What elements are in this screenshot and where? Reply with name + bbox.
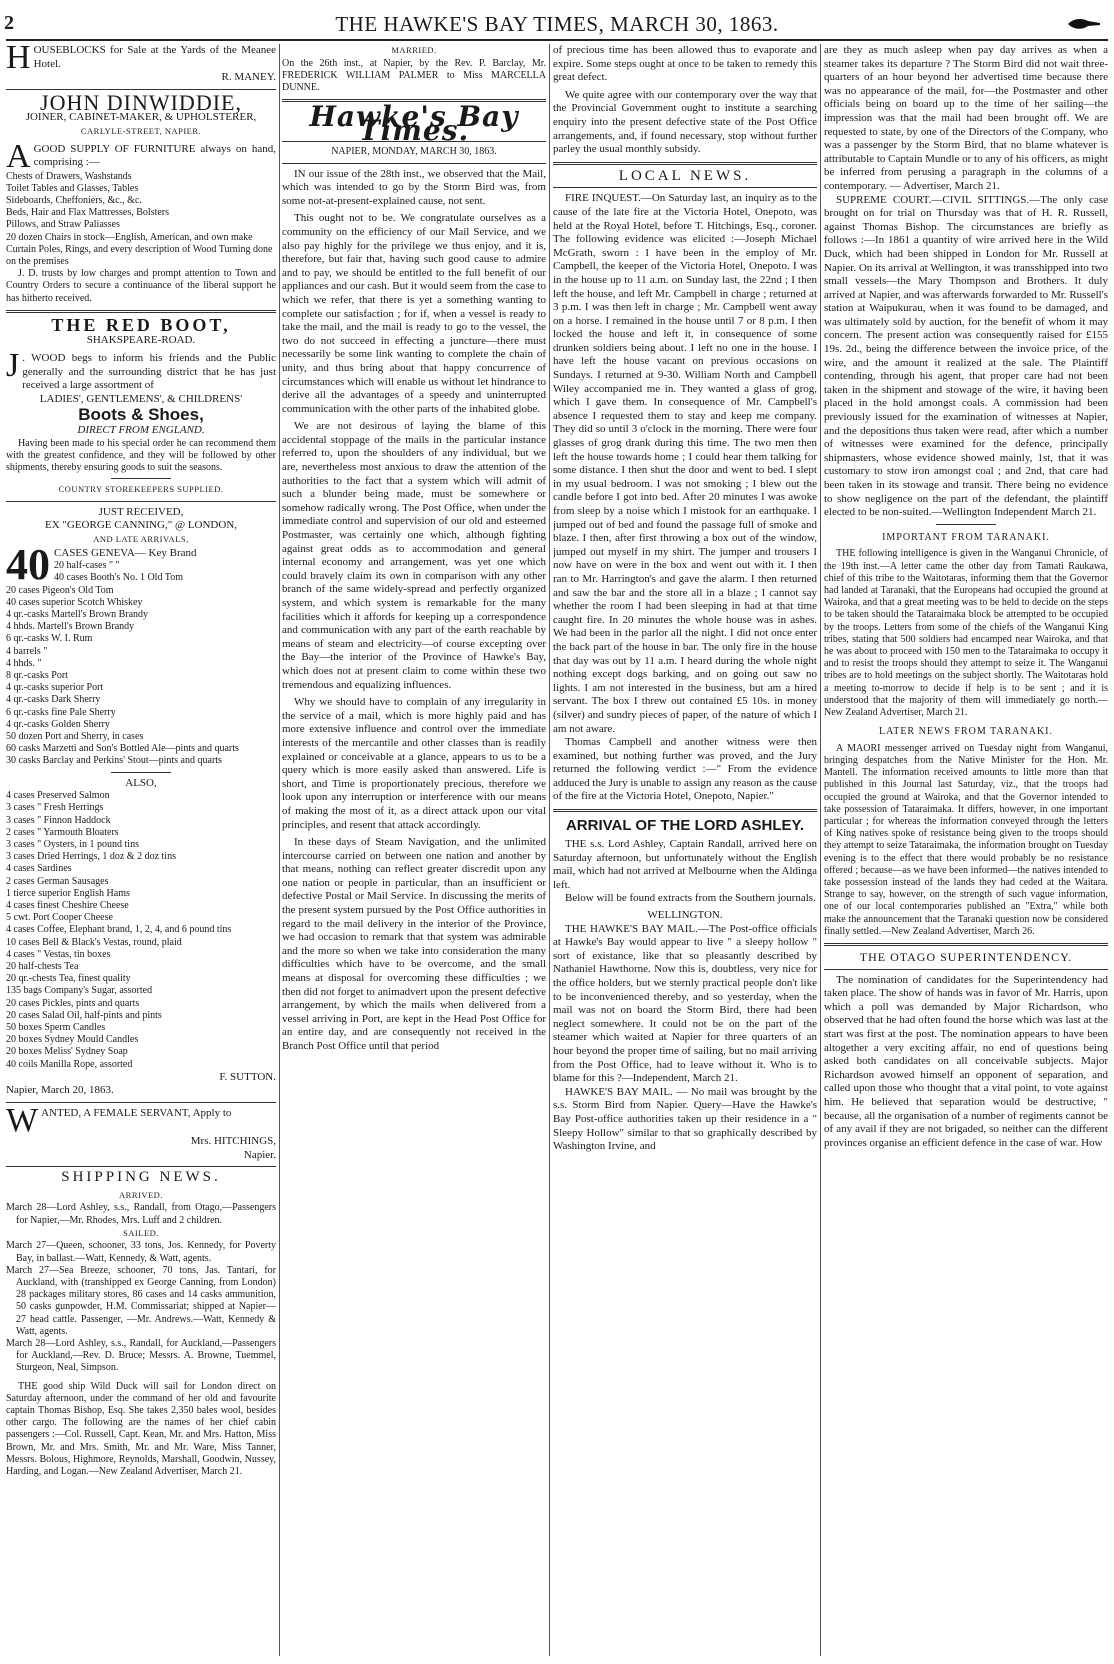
list-item: 4 qr.-casks Martell's Brown Brandy — [6, 608, 149, 620]
article-paragraph: THE s.s. Lord Ashley, Captain Randall, arrived here on Saturday afternoon, but unfortunately without the English mail, which had not arrived at Melbourne when the Aldinga left. — [553, 838, 817, 891]
ad-heading: AND LATE ARRIVALS, — [93, 533, 189, 544]
list-item: 40 cases Booth's No. 1 Old Tom — [54, 572, 183, 584]
ad-signature: F. SUTTON. — [219, 1070, 276, 1083]
article-paragraph: Thomas Campbell and another witness were then examined, but nothing further was proved, and the Jury returned the following verdict :—" From the evidence adduced the Jury is unable to assign any reason as the cause of the fire at the Victoria Hotel, Onepoto, Napier." — [553, 736, 817, 803]
ad-line: DIRECT FROM ENGLAND. — [77, 423, 205, 436]
list-item: 2 cases German Sausages — [6, 875, 109, 887]
list-item: Pillows, and Straw Paliasses — [6, 219, 120, 231]
article-paragraph: are they as much asleep when pay day arrives as when a steamer takes its departure ? The Storm Bird did not wait three-quarters of an hour beyond her advertised time because there was no appearance of the mail, for—the Postmaster and other officials being on board up to the time of her sailing—the impression was that the mail had been brought off. We are requested to state, by one of the Directors of the Company, who was a passenger by the Storm Bird, that no blame whatever is attributable to Captain Mundle or to any of his officers, as might be inferred from perusing a paragraph in the columns of a contemporary. — Advertiser, March 21. — [824, 44, 1108, 192]
wanted-ad — [6, 1102, 276, 1162]
list-item: 20 half-chests Tea — [6, 961, 79, 973]
article-paragraph: FIRE INQUEST.—On Saturday last, an inquiry as to the cause of the late fire at the Victoria Hotel, Onepoto, was held at the Royal Hotel, before T. Hitchings, Esq., coroner. The following evidence was elicited :—Joseph Michael McGrath, sworn : I have been in the employ of Mr. Campbell, the keeper of the Victoria Hotel, Onepoto. I was in the house up to 11 a.m. on Sunday last, the 22nd ; I then left the house, and left Mr. Campbell in charge ; returned at 3 p.m. I was then left in charge ; Mr. Campbell went away on a horse. I remained in the house until 7 or 8 p.m. I then locked the house and left it, in consequence of some drunken soldiers being about. I left no one in the house. I have left the house vacant on previous occasions on Sundays. I returned at 9-30. William North and Campbell Wiley accompanied me in. They wanted a glass of grog, which I gave them. In consequence of Mr. Campbell's absence I requested them to stay and keep me company. They did so until 3 o'clock in the morning. There were four glasses of grog drank during this time. The two men then left the house towards home ; I could hear them talking for some distance. I then shut the door and went to bed. I slept in my usual bedroom. I was not smoking ; I blew out the candle before I got into bed. After 20 minutes I was awoke from sleep by a noise which I mistook for an earthquake. I jumped out of bed and found the passage full of smoke and blaze. I then, after first throwing a box out of the window, jumped out myself in my shirt. The jumper and trousers I now have on were in the box and went out with it. I then ran to Mr. Harrington's and gave the alarm. I then returned and saw the bar and the store all in a blaze ; I cannot say whether the room I had been sleeping in had at that time caught fire. In 20 minutes the whole house was in ashes. We had been in the parlor all the night. I did not once enter the back part of the house in bar. The only fire in the house that day was out by 11 a.m. I heard during the whole night nothing except dogs barking, and on going out saw no lights. I am not interested in the business, but am a hired servant. The box I threw out contained £5 10s. in money (silver) and sundry pieces of paper, of the nature of which I am not aware. — [553, 192, 817, 735]
list-item: 40 cases superior Scotch Whiskey — [6, 596, 143, 608]
list-item: 40 coils Manilla Rope, assorted — [6, 1058, 133, 1070]
section-label: MARRIED. — [391, 45, 437, 55]
list-item: 135 bags Company's Sugar, assorted — [6, 985, 153, 997]
red-boot-ad — [6, 314, 276, 497]
list-item: 20 cases Salad Oil, half-pints and pints — [6, 1009, 162, 1021]
article-paragraph: This ought not to be. We congratulate ourselves as a community on the efficiency of our Mail Service, and we also pay highly for the privilege we thus enjoy, and it is, therefore, but fair that, having such good cause to admire and to pay, we should be entitled to the full benefit of our appliances and our cash. But it would seem from the case to which we refer, that there is yet a something wanting to complete our satisfaction ; for if, when a vessel is ready to take the mail, and the mail is ready to go to the vessel, the two do not succeed in effecting a juncture—there must necessarily be some link wanting to complete the chain of unity, and thus bring about that happy concurrence of circumstances which will enable us without let hindrance to derive all the advantages of a speedy and uninterrupted communication with the other parts of the inhabited globe. — [282, 212, 546, 415]
list-item: 6 qr.-casks fine Pale Sherry — [6, 706, 116, 718]
article-paragraph: The nomination of candidates for the Superintendency had taken place. The show of hands was in favor of Mr. Harris, upon which a poll was demanded by Major Richardson, who observed that he had often found the horse which was last at the start was first at the post. The nomination appears to have been altogether a very exciting affair, no end of questions being asked both candidates on all conceivable subjects. Major Richardson avowed himself an opponent of separation, and called upon those who thought that a vital point, to vote against him. He believed that separation would be destructive, " because, all the organisation of a number of regiments cannot be of any avail if they are not brigaded, so neither can the different provinces organise an efficient defence in the case of war. How — [824, 973, 1108, 1149]
list-item: 3 cases Dried Herrings, 1 doz & 2 doz tins — [6, 851, 176, 863]
paper-title: Hawke's Bay Times. — [309, 100, 519, 147]
ad-heading: THE RED BOOT, — [51, 314, 231, 335]
article-paragraph: Why we should have to complain of any irregularity in the service of a mail, which is more highly paid and has more extensive influence and control over the immediate interests of the mercantile and other classes than is readily explained or conceivable at a glance, appears to us to be a query which is more easily asked than answered. Life is short, and Time is proportionately precious, therefore we look upon any interruption or interference with our means of making the most of it, as a direct attack upon our vital principles, and resent that attack accordingly. — [282, 696, 546, 831]
list-item: Sideboards, Cheffoniers, &c., &c. — [6, 194, 142, 206]
list-item: 3 cases " Fresh Herrings — [6, 802, 104, 814]
list-item: 4 qr.-casks Golden Sherry — [6, 718, 110, 730]
list-item: 50 boxes Sperm Candles — [6, 1022, 106, 1034]
list-item: 3 cases " Oysters, in 1 pound tins — [6, 838, 139, 850]
ad-text: J. D. trusts by low charges and prompt attention to Town and Country Orders to secure a continuance of the liberal support he has hitherto received. — [6, 268, 276, 304]
list-item: 4 qr.-casks Dark Sherry — [6, 694, 101, 706]
ad-heading: Boots & Shoes, — [78, 405, 204, 425]
list-item: Chests of Drawers, Washstands — [6, 170, 132, 182]
ad-text: . WOOD begs to inform his friends and the Public generally and the surrounding district that he has just received a large assortment of — [22, 351, 276, 392]
masthead-rule — [6, 39, 1108, 41]
ad-subheading: JOINER, CABINET-MAKER, & UPHOLSTERER, — [25, 111, 257, 124]
shipping-news — [6, 1171, 276, 1374]
section-title: IMPORTANT FROM TARANAKI. — [882, 531, 1050, 543]
ad-signature: Mrs. HITCHINGS, — [190, 1135, 276, 1148]
list-item: 20 cases Pickles, pints and quarts — [6, 997, 140, 1009]
ad-date: Napier, March 20, 1863. — [6, 1084, 114, 1097]
ad-heading: JUST RECEIVED, — [98, 505, 184, 518]
notice-text: On the 26th inst., at Napier, by the Rev. P. Barclay, Mr. FREDERICK WILLIAM PALMER to Miss MARCELLA DUNNE. — [282, 57, 546, 93]
article-paragraph: IN our issue of the 28th inst., we observed that the Mail, which was intended to go by the Storm Bird was, from some not-at-present-explained cause, not sent. — [282, 167, 546, 207]
section-label: SAILED. — [123, 1227, 159, 1238]
list-item: 4 qr.-casks superior Port — [6, 682, 104, 694]
list-item: 4 hhds. " — [6, 657, 42, 669]
list-item: CASES GENEVA— Key Brand — [54, 546, 197, 559]
drop-cap: H — [6, 44, 31, 76]
list-item: 4 cases Preserved Salmon — [6, 790, 110, 802]
article-paragraph: Below will be found extracts from the Southern journals. — [565, 892, 816, 905]
shipping-entry: March 27—Queen, schooner, 33 tons, Jos. Kennedy, for Poverty Bay, in ballast.—Watt, Kennedy, & Watt, agents. — [6, 1240, 276, 1264]
list-item: 6 qr.-casks W. I. Rum — [6, 633, 93, 645]
list-item: 8 qr.-casks Port — [6, 669, 68, 681]
column-divider — [549, 44, 550, 1656]
ad-footer: COUNTRY STOREKEEPERS SUPPLIED. — [58, 484, 224, 495]
list-item: 3 cases " Finnon Haddock — [6, 814, 111, 826]
ad-text: GOOD SUPPLY OF FURNITURE always on hand, comprising :— — [33, 142, 276, 169]
list-item: 20 dozen Chairs in stock—English, American, and own make — [6, 231, 253, 243]
shipping-entry: March 28—Lord Ashley, s.s., Randall, for Auckland,—Passengers for Auckland,—Rev. D. Bruce; Messrs. A. Browne, Tuemmel, Sturgeon, Neal, Simpson. — [6, 1338, 276, 1374]
list-item: 2 cases " Yarmouth Bloaters — [6, 826, 119, 838]
list-item: 4 barrels " — [6, 645, 48, 657]
ad-signature: R. MANEY. — [221, 71, 276, 84]
list-item: 4 cases finest Cheshire Cheese — [6, 900, 129, 911]
dinwiddie-ad — [6, 89, 276, 305]
drop-cap: W — [6, 1102, 39, 1140]
ad-line: LADIES', GENTLEMENS', & CHILDRENS' — [39, 392, 243, 405]
list-item: 20 qr.-chests Tea, finest quality — [6, 973, 131, 985]
masthead — [0, 12, 1114, 36]
drop-cap: A — [6, 137, 31, 175]
article-paragraph: In these days of Steam Navigation, and the unlimited intercourse carried on between one nation and another by that means, nothing can reflect greater discredit upon any one nation or people in particular, than an insufficient or defective Postal or Mail Service. In discussing the merits of the present system pursued by the Post Office authorities in regard to the mail delivery in the interior of the Province, we had occasion to remark that that system was admirable and the more so when we take into consideration the many difficulties which have to be overcome, and the small means at disposal for overcoming these difficulties ; we then did not forget to animadvert upon the present defective arrangement, by which the mails when delivered from a vessel arriving in Port, are kept in the Head Post Office for an entire day, and are consequently not received in the Branch Post Office until that period — [282, 836, 546, 1052]
ad-address: SHAKSPEARE-ROAD. — [86, 334, 196, 347]
article-paragraph: A MAORI messenger arrived on Tuesday night from Wanganui, bringing despatches from the Native Minister for the Hon. Mr. Mantell. The information received amounts to little more than that published in this Journal last Saturday, viz., that the troops had occupied the ground at Wairoka, and that the Governor intended to take possession of Tataraimaka. It differs, however, in one important particular ; for whereas the information conveyed through the letters of King natives spoke of resistance being given to the troops should they attempt to seize Tataraimaka, the information brought on Tuesday evening is to the effect that there would probably be no resistance offered ; because—as we have been informed—the natives intended to take possession instead of the lands they had ceded at the Waitara. Strange to say, however, on the strength of such vague information, one of our local contemporaries published an "Extra," while both make the announcement that the Taranaki question now be considered finally settled.—New Zealand Advertiser, March 26. — [824, 742, 1108, 937]
section-title: LATER NEWS FROM TARANAKI. — [878, 726, 1054, 738]
list-item: 4 hhds. Martell's Brown Brandy — [6, 621, 135, 633]
shipping-entry: March 28—Lord Ashley, s.s., Randall, from Otago,—Passengers for Napier,—Mr. Rhodes, Mrs. Luff and 2 children. — [6, 1202, 276, 1226]
list-item: 20 boxes Sydney Mould Candles — [6, 1034, 139, 1046]
list-item: 4 cases Coffee, Elephant brand, 1, 2, 4, and 6 pound tins — [6, 924, 232, 936]
article-paragraph: We are not desirous of laying the blame of this accidental stoppage of the mails in the particular instance referred to, upon the shoulders of any individual, but we are, nevertheless most anxious to draw the attention of the authorities to the fact that a system which will admit of such a blunder being made, must be somewhere or somehow radically wrong. The Post Office, when under the immediate control and supervision of our old and esteemed Postmaster, was certainly one which, although fighting against great odds as to accommodation and general internal economy and arrangement, was yet one which could bravely claim its own in comparison with any other branch of the same widely-spread and perfectly organized system, and which system is remarkable for the many facilities which it affords for keeping up a correspondence and communication with any part of the earth reachable by means of steam and electricity—of course excepting over the Bay—the interior of the Province of Hawke's Bay, which does not at present claim to come within these two tremendous and equalizing influences. — [282, 420, 546, 691]
list-item: 10 cases Bell & Black's Vestas, round, plaid — [6, 936, 182, 948]
dateline: NAPIER, MONDAY, MARCH 30, 1863. — [331, 146, 497, 158]
houseblocks-ad — [6, 44, 276, 85]
drop-cap: J — [6, 346, 20, 384]
ad-heading: EX "GEORGE CANNING," @ LONDON, — [44, 519, 238, 532]
ad-text: Having been made to his special order he can recommend them with the greatest confidence, and they will be followed by other shipments, thereby ensuring goods to suit the seasons. — [6, 437, 276, 473]
section-title: THE OTAGO SUPERINTENDENCY. — [859, 950, 1073, 965]
drop-number: 40 — [6, 539, 50, 589]
column-divider — [820, 44, 821, 1656]
column-2 — [282, 44, 546, 1656]
list-item: 50 dozen Port and Sherry, in cases — [6, 730, 144, 742]
shipping-entry: March 27—Sea Breeze, schooner, 70 tons, Jas. Tantari, for Auckland, with (transhipped ex George Canning, from London) 28 packages military stores, 86 cases and 14 casks ammunition, 50 casks gunpowder, H.M. Commissariat; shipped at Napier—27 head cattle. Passenger, —Mr. Andrews.—Watt, Kennedy & Watt, agents. — [6, 1264, 276, 1337]
article-paragraph: of precious time has been allowed thus to evaporate and expire. Some steps ought at once to be taken to remedy this great defect. — [553, 44, 817, 84]
list-item: 4 cases Sardines — [6, 863, 72, 875]
ad-text: ANTED, A FEMALE SERVANT, Apply to — [41, 1107, 232, 1120]
list-item: 1 tierce superior English Hams — [6, 887, 130, 899]
section-title: LOCAL NEWS. — [618, 167, 752, 184]
list-item: 4 cases " Vestas, tin boxes — [6, 948, 111, 960]
page-number: 2 — [4, 12, 14, 34]
article-paragraph: THE following intelligence is given in the Wanganui Chronicle, of the 19th inst.—A letter came the other day from Tamati Raukawa, chief of this tribe to the Waitotaras, informing them that the Governor had landed at Taranaki, that the Europeans had occupied the ground at Wairoka, and that a great meeting was to be held to decide on the steps to be taken should the Tataraimaka block be attempted to be occupied by the troops. Letters from some of the chiefs of the Wanganui King tribes, stating that 500 soldiers had encamped near Wairoka, and that he was about to proceed with 150 men to the Tataraimaka to occupy it and to resist the troops should they attempt to seize it. The Wanganui tribes are to hold meetings on the subject shortly. The Waitotaras hold a meeting to-morrow to decide if help is to be sent ; and it is understood that the majority of them will immediately go north.—New Zealand Advertiser, March 21. — [824, 548, 1108, 719]
ad-subheading: ALSO, — [125, 776, 157, 789]
ad-address: CARLYLE-STREET, NAPIER. — [80, 125, 202, 136]
ad-text: OUSEBLOCKS for Sale at the Yards of the Meanee Hotel. — [33, 44, 276, 70]
section-label: ARRIVED. — [119, 1189, 163, 1200]
masthead-title: THE HAWKE'S BAY TIMES, MARCH 30, 1863. — [335, 12, 779, 36]
ad-heading: JOHN DINWIDDIE, — [40, 89, 242, 115]
column-3 — [553, 44, 817, 1656]
column-4 — [824, 44, 1108, 1656]
list-item: 20 half-cases " " — [54, 560, 120, 572]
list-item: 30 casks Barclay and Perkins' Stout—pints and quarts — [6, 755, 222, 767]
section-title: ARRIVAL OF THE LORD ASHLEY. — [565, 817, 805, 835]
canning-ad — [6, 506, 276, 1098]
article-paragraph: SUPREME COURT.—CIVIL SITTINGS.—The only case brought on for trial on Thursday was that of H. R. Russell, against Thomas Bishop. The circumstances are briefly as follows :—In 1861 a quantity of wire arrived here in the Wild Duck, which had been shipped in London for Mr. Russell at Napier. On its arrival at Wellington, it was transshipped into two small vessels—the Mary Thompson and Brothers. It duly arrived at Napier, and was afterwards forwarded to Mr. Russell's station at Waipukurau, when it was found to be damaged, and was ultimately sold by auction, for the benefit of whom it may concern. The present action was consequently raised for £155 19s. 2d., being the difference between the invoice price, of the wire, and the amount it realized at the sale. The Plaintiff contending, through his agent, that proper care had not been taken in the shipment and stowage of the wire, it having been placed in the hold amongst coals. A commission had been previously issued for the examination of witnesses at Napier, and the depositions thus taken were read, after which a number of witnesses were examined for the defence, principally shipmasters, whose evidence showed mainly, 1st, that it was customary to stow iron amongst coal ; and 2nd, that care had been taken in its stowage and transit. There being no evidence to show negligence on the part of the defendant, the plaintiff elected to be non-suited.—Wellington Independent March 21. — [824, 193, 1108, 519]
list-item: 5 cwt. Port Cooper Cheese — [6, 912, 113, 924]
article-paragraph: THE HAWKE'S BAY MAIL.—The Post-office officials at Hawke's Bay would appear to live " a sleepy hollow " sort of existance, like that so pleasantly described by Nathaniel Hawthorne. Now this is, doubtless, very nice for the office holders, but we sternly practical people don't like to be inconvenienced thereby, and so yesterday, when the mail was not on board the Storm Bird, there had been neglect somewhere. It could not be on the part of the steamer which waited at Napier for three quarters of an hour beyond the proper time of sailing, but no mail arriving from the Post Office, had to leave without it. Who is to blame for this ?—Independent, March 21. — [553, 922, 817, 1085]
list-item: 20 boxes Meliss' Sydney Soap — [6, 1046, 128, 1058]
article-paragraph: HAWKE'S BAY MAIL. — No mail was brought by the s.s. Storm Bird from Napier. Query—Have the Hawke's Bay Post-office authorities taken up their residence in a " Sleepy Hollow" similar to that so graphically described by Washington Irvine, and — [553, 1085, 817, 1153]
list-item: 60 casks Marzetti and Son's Bottled Ale—pints and quarts — [6, 743, 239, 755]
section-title: SHIPPING NEWS. — [61, 1169, 221, 1186]
article-paragraph: THE good ship Wild Duck will sail for London direct on Saturday afternoon, under the command of her old and favourite captain Thomas Bishop, Esq. She takes 2,350 bales wool, besides other cargo. The following are the names of her chief cabin passengers :—Col. Russell, Capt. Kean, Mr. and Mrs. Hatton, Miss Brown, Mr. and Mrs. Smith, Mr. and Mr. Ware, Miss Tanner, Messrs. Bolous, Highmore, Reynolds, Marshall, Goodwin, Nussey, Harding, and Logan.—New Zealand Advertiser, March 21. — [6, 1380, 276, 1478]
subsection-title: WELLINGTON. — [647, 909, 723, 922]
pointing-hand-icon — [1066, 14, 1102, 34]
list-item: Toilet Tables and Glasses, Tables — [6, 182, 139, 194]
list-item: Curtain Poles, Rings, and every description of Wood Turning done on the premises — [6, 243, 273, 267]
column-1 — [6, 44, 276, 1656]
article-paragraph: We quite agree with our contemporary over the way that the Provincial Government ought to institute a searching enquiry into the present defective state of the Post Office arrangements, and, if found necessary, stop without further parley the usual monthly subsidy. — [553, 88, 817, 156]
list-item: 20 cases Pigeon's Old Tom — [6, 584, 114, 596]
list-item: Beds, Hair and Flax Mattresses, Bolsters — [6, 207, 170, 219]
column-divider — [279, 44, 280, 1656]
ad-place: Napier. — [243, 1148, 276, 1161]
